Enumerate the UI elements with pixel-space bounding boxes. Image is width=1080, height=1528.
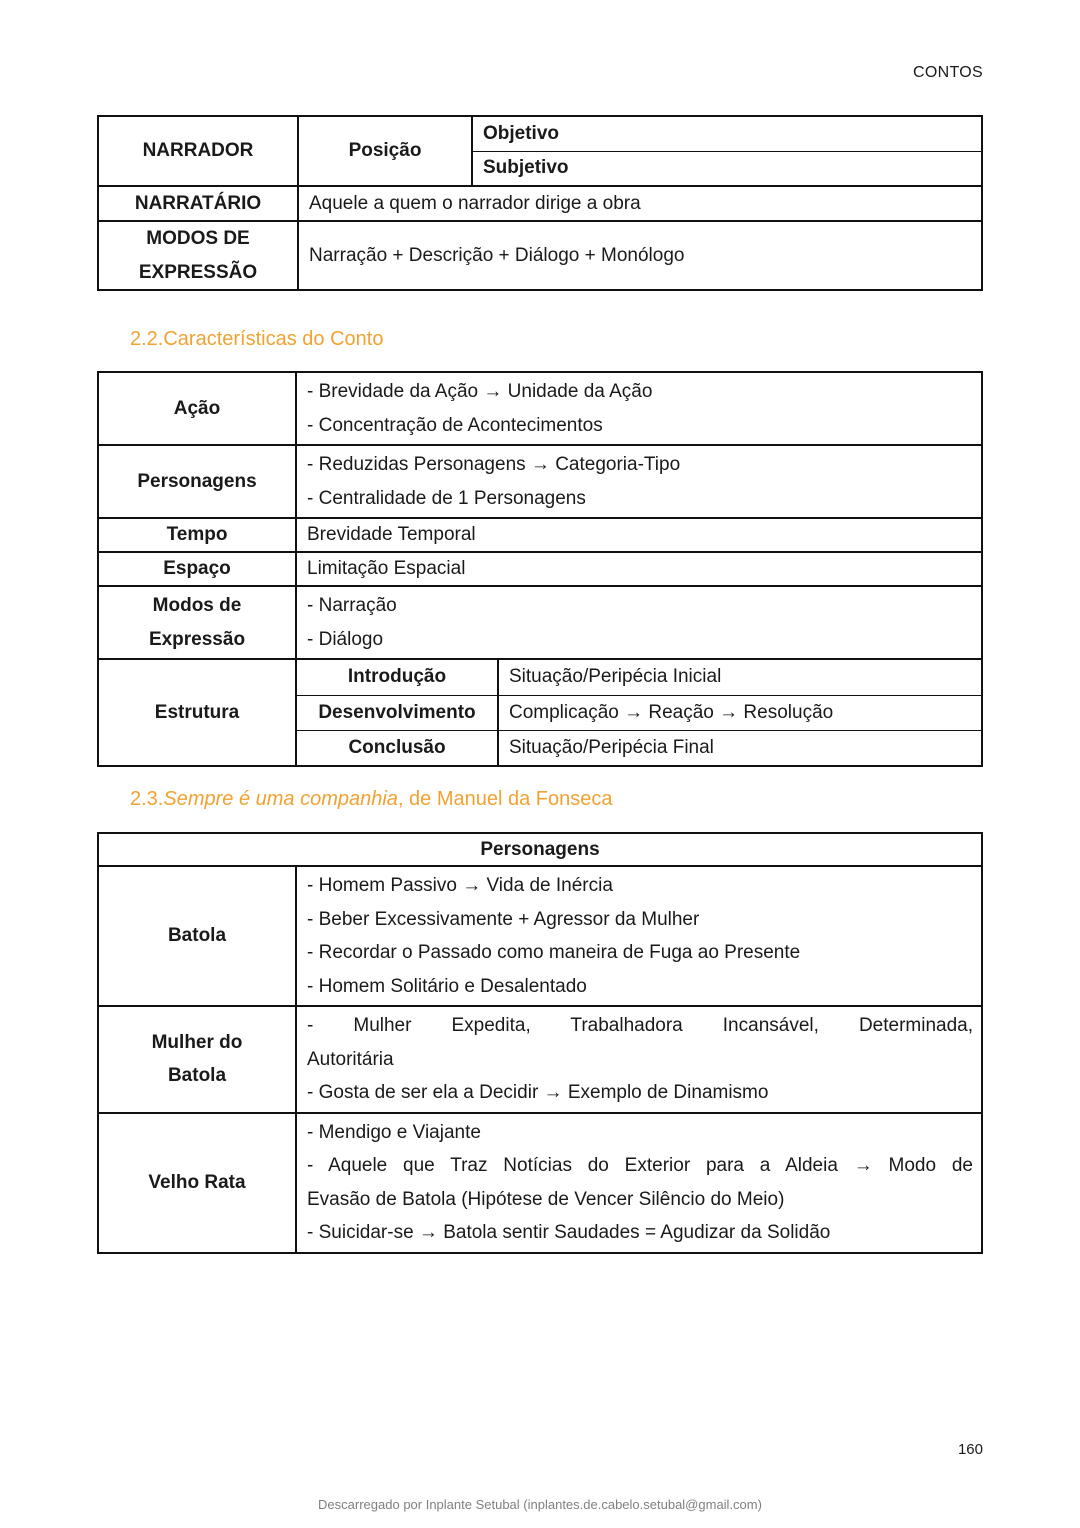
section-title-rest: , de Manuel da Fonseca <box>397 788 613 810</box>
section-title: Características do Conto <box>163 328 384 350</box>
bullet-line: - Recordar o Passado como maneira de Fuga ao Presente <box>307 942 801 963</box>
personagens-label: Personagens <box>98 445 296 518</box>
bullet-line: - Reduzidas Personagens → Categoria-Tipo <box>307 454 681 475</box>
introducao-label: Introdução <box>297 660 498 695</box>
bullet-line: Autoritária <box>307 1048 394 1070</box>
section-2-2-heading <box>130 328 383 351</box>
bullet-line: - Aquele que Traz Notícias do Exterior para a Aldeia → Modo de <box>307 1155 973 1176</box>
personagens-table-header: Personagens <box>98 833 982 866</box>
posicao-label: Posição <box>298 116 472 186</box>
footer-text: Descarregado por Inplante Setubal (inplantes.de.cabelo.setubal@gmail.com) <box>318 1497 762 1512</box>
narrator-table <box>97 115 983 291</box>
bullet-line: - Brevidade da Ação → Unidade da Ação <box>307 381 653 402</box>
caracteristicas-table <box>97 371 983 767</box>
mulher-do-batola-value <box>296 1006 982 1113</box>
narratario-value: Aquele a quem o narrador dirige a obra <box>298 186 982 221</box>
batola-value <box>296 866 982 1006</box>
bullet-line: - Mulher Expedita, Trabalhadora Incansável, Determinada, <box>307 1015 973 1036</box>
acao-label: Ação <box>98 372 296 445</box>
subjetivo-cell: Subjetivo <box>472 151 982 186</box>
table-row <box>98 1113 982 1253</box>
section-2-3-heading <box>130 788 613 811</box>
section-title-italic: Sempre é uma companhia <box>163 788 398 810</box>
section-number: 2.3. <box>130 788 164 810</box>
table-row <box>297 730 981 765</box>
table-row <box>297 695 981 730</box>
bullet-line: - Beber Excessivamente + Agressor da Mulher <box>307 908 700 930</box>
bullet-line: - Suicidar-se → Batola sentir Saudades = Agudizar da Solidão <box>307 1222 831 1243</box>
conclusao-label: Conclusão <box>297 730 498 765</box>
modos-label: MODOS DE EXPRESSÃO <box>98 221 298 290</box>
modos-expressao-value <box>296 586 982 659</box>
table-row <box>98 186 982 221</box>
bullet-line: - Homem Passivo → Vida de Inércia <box>307 875 613 896</box>
narratario-label: NARRATÁRIO <box>98 186 298 221</box>
velho-rata-value <box>296 1113 982 1253</box>
bullet-line: Evasão de Batola (Hipótese de Vencer Silêncio do Meio) <box>307 1188 785 1210</box>
page-number: 160 <box>957 1441 983 1458</box>
personagens-table <box>97 832 983 1254</box>
page-header-title: CONTOS <box>913 64 983 81</box>
bullet-line: - Narração <box>307 595 397 616</box>
personagens-value <box>296 445 982 518</box>
table-row <box>98 116 982 151</box>
bullet-line: - Concentração de Acontecimentos <box>307 414 603 436</box>
narrador-label: NARRADOR <box>98 116 298 186</box>
table-row <box>98 1006 982 1113</box>
table-row <box>98 659 982 766</box>
table-row <box>98 445 982 518</box>
introducao-value: Situação/Peripécia Inicial <box>498 660 981 695</box>
estrutura-subtable-cell <box>296 659 982 766</box>
table-row <box>98 518 982 552</box>
tempo-value: Brevidade Temporal <box>296 518 982 552</box>
bullet-line: - Mendigo e Viajante <box>307 1121 481 1143</box>
modos-value: Narração + Descrição + Diálogo + Monólogo <box>298 221 982 290</box>
table-row <box>98 552 982 586</box>
table-row <box>98 586 982 659</box>
bullet-line: - Gosta de ser ela a Decidir → Exemplo de Dinamismo <box>307 1082 769 1103</box>
desenvolvimento-label: Desenvolvimento <box>297 695 498 730</box>
section-number: 2.2. <box>130 328 164 350</box>
batola-label: Batola <box>98 866 296 1006</box>
modos-expressao-label: Modos de Expressão <box>98 586 296 659</box>
mulher-do-batola-label: Mulher do Batola <box>98 1006 296 1113</box>
espaco-label: Espaço <box>98 552 296 586</box>
bullet-line: - Diálogo <box>307 628 384 650</box>
table-row <box>98 372 982 445</box>
table-row <box>297 660 981 695</box>
espaco-value: Limitação Espacial <box>296 552 982 586</box>
table-row <box>98 866 982 1006</box>
table-row <box>98 833 982 866</box>
estrutura-subtable <box>297 660 981 765</box>
bullet-line: - Homem Solitário e Desalentado <box>307 975 587 997</box>
bullet-line: - Centralidade de 1 Personagens <box>307 487 586 509</box>
desenvolvimento-value: Complicação → Reação → Resolução <box>498 695 981 730</box>
table-row <box>98 221 982 290</box>
velho-rata-label: Velho Rata <box>98 1113 296 1253</box>
estrutura-label: Estrutura <box>98 659 296 766</box>
tempo-label: Tempo <box>98 518 296 552</box>
objetivo-cell: Objetivo <box>472 116 982 151</box>
acao-value <box>296 372 982 445</box>
conclusao-value: Situação/Peripécia Final <box>498 730 981 765</box>
